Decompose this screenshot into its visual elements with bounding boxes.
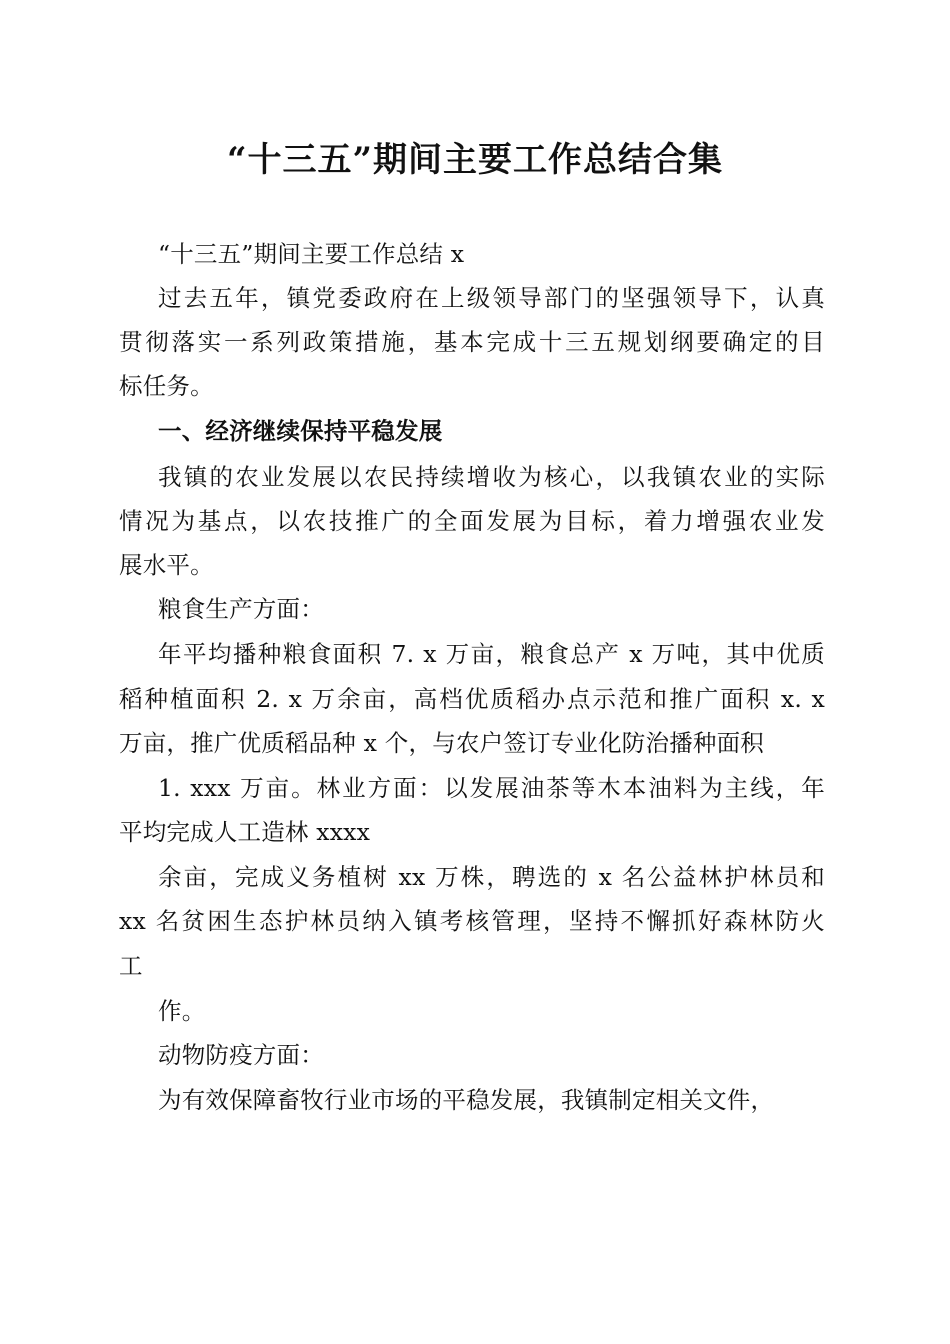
paragraph-line: xx 名贫困生态护林员纳入镇考核管理，坚持不懈抓好森林防火 bbox=[119, 907, 825, 935]
paragraph-line: 标任务。 bbox=[119, 372, 214, 400]
paragraph-line: 工 bbox=[119, 952, 143, 980]
paragraph-line: 余亩，完成义务植树 xx 万株，聘选的 x 名公益林护林员和 bbox=[158, 863, 825, 891]
paragraph-line: 平均完成人工造林 xxxx bbox=[119, 818, 371, 846]
document-title: “十三五”期间主要工作总结合集 bbox=[226, 140, 724, 180]
paragraph-line: 我镇的农业发展以农民持续增收为核心，以我镇农业的实际 bbox=[158, 463, 825, 491]
paragraph-line: 为有效保障畜牧行业市场的平稳发展，我镇制定相关文件， bbox=[158, 1086, 775, 1114]
paragraph-line: 过去五年，镇党委政府在上级领导部门的坚强领导下，认真 bbox=[158, 284, 825, 312]
paragraph-line: 年平均播种粮食面积 7. x 万亩，粮食总产 x 万吨，其中优质 bbox=[158, 640, 825, 668]
paragraph-line: 粮食生产方面： bbox=[158, 595, 324, 623]
paragraph-line: 贯彻落实一系列政策措施，基本完成十三五规划纲要确定的目 bbox=[119, 328, 825, 356]
subtitle-line: “十三五”期间主要工作总结 x bbox=[158, 240, 465, 268]
paragraph-line: 动物防疫方面： bbox=[158, 1041, 324, 1069]
paragraph-line: 展水平。 bbox=[119, 551, 214, 579]
paragraph-line: 稻种植面积 2. x 万余亩，高档优质稻办点示范和推广面积 x. x bbox=[119, 685, 825, 713]
paragraph-line: 万亩，推广优质稻品种 x 个，与农户签订专业化防治播种面积 bbox=[119, 729, 764, 757]
section-heading: 一、经济继续保持平稳发展 bbox=[158, 417, 443, 445]
paragraph-line: 作。 bbox=[158, 997, 206, 1025]
paragraph-line: 情况为基点，以农技推广的全面发展为目标，着力增强农业发 bbox=[119, 507, 825, 535]
paragraph-line: 1. xxx 万亩。林业方面：以发展油茶等木本油料为主线，年 bbox=[158, 774, 825, 802]
